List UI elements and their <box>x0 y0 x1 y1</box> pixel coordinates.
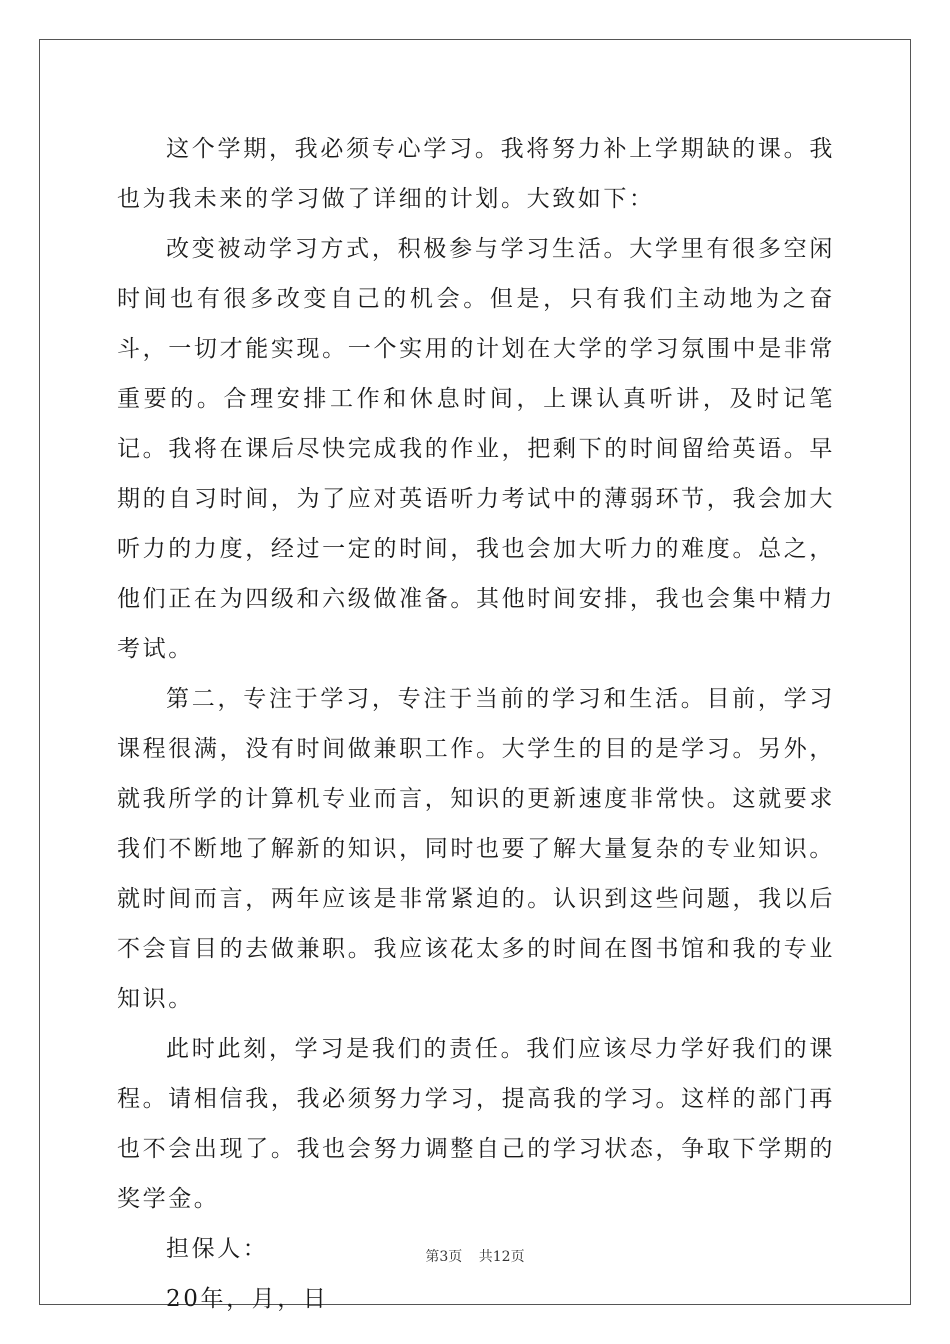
date-line: 20年，月，日 <box>166 1286 329 1312</box>
page-number-current: 第3页 <box>425 1249 463 1265</box>
paragraph-4: 此时此刻，学习是我们的责任。我们应该尽力学好我们的课程。请相信我，我必须努力学习，提高我的学习。这样的部门再也不会出现了。我也会努力调整自己的学习状态，争取下学期的奖学金。 <box>117 1036 835 1212</box>
page-footer <box>0 1246 950 1266</box>
paragraph-2: 改变被动学习方式，积极参与学习生活。大学里有很多空闲时间也有很多改变自己的机会。但是，只有我们主动地为之奋斗，一切才能实现。一个实用的计划在大学的学习氛围中是非常重要的。合理安排工作和休息时间，上课认真听讲，及时记笔记。我将在课后尽快完成我的作业，把剩下的时间留给英语。早期的自习时间，为了应对英语听力考试中的薄弱环节，我会加大听力的力度，经过一定的时间，我也会加大听力的难度。总之，他们正在为四级和六级做准备。其他时间安排，我也会集中精力考试。 <box>117 236 835 662</box>
paragraph-3: 第二，专注于学习，专注于当前的学习和生活。目前，学习课程很满，没有时间做兼职工作。大学生的目的是学习。另外，就我所学的计算机专业而言，知识的更新速度非常快。这就要求我们不断地了解新的知识，同时也要了解大量复杂的专业知识。就时间而言，两年应该是非常紧迫的。认识到这些问题，我以后不会盲目的去做兼职。我应该花太多的时间在图书馆和我的专业知识。 <box>117 686 835 1012</box>
paragraph-1: 这个学期，我必须专心学习。我将努力补上学期缺的课。我也为我未来的学习做了详细的计划。大致如下： <box>117 136 835 212</box>
guarantor-label: 担保人： <box>166 1236 269 1262</box>
page-number-total: 共12页 <box>478 1249 525 1265</box>
document-body <box>117 124 835 1324</box>
